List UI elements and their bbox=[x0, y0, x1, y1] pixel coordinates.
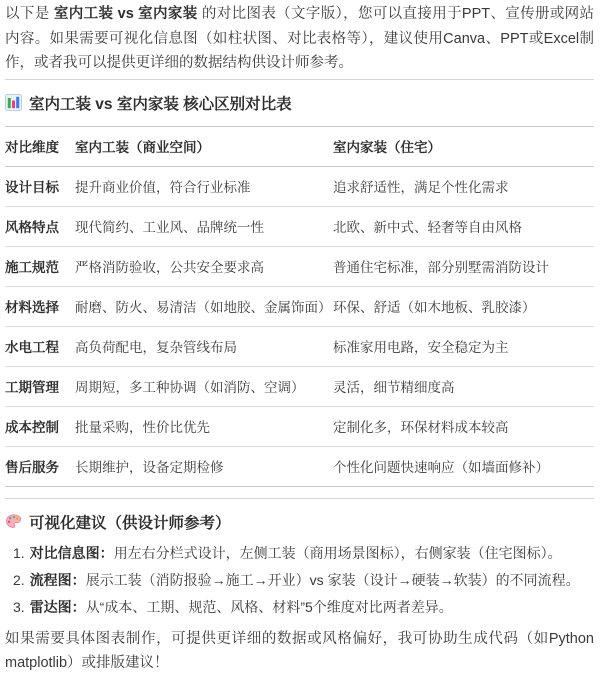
list-item-label: 雷达图： bbox=[29, 598, 86, 615]
table-row bbox=[5, 166, 594, 206]
intro-prefix: 以下是 bbox=[5, 6, 54, 22]
list-item bbox=[13, 573, 594, 588]
row-dimension: 施工规范 bbox=[5, 260, 59, 275]
row-residential-value: 普通住宅标准，部分别墅需消防设计 bbox=[333, 260, 549, 275]
comparison-table-title: 室内工装 vs 室内家装 核心区别对比表 bbox=[29, 95, 292, 113]
header-cell-commercial: 室内工装（商业空间） bbox=[75, 140, 210, 155]
outro-paragraph: 如果需要具体图表制作，可提供更详细的数据或风格偏好，我可协助生成代码（如Python matplotlib）或排版建议！ bbox=[5, 630, 594, 671]
comparison-table bbox=[5, 126, 594, 487]
table-row bbox=[5, 446, 594, 486]
row-residential-value: 定制化多，环保材料成本较高 bbox=[333, 420, 509, 435]
intro-suffix: 的对比图表（文字版），您可以直接用于PPT、宣传册或网站内容。如果需要可视化信息图（如柱状图、对比表格等），建议使用Canva、PPT或Excel制作，或者我可以提供更详细的数据结构供设计师参考。 bbox=[5, 6, 595, 71]
row-commercial-value: 长期维护，设备定期检修 bbox=[75, 460, 224, 475]
list-item-number: 2. bbox=[13, 571, 25, 588]
row-residential-value: 灵活，细节精细度高 bbox=[333, 380, 455, 395]
row-commercial-value: 周期短，多工种协调（如消防、空调） bbox=[75, 380, 305, 395]
table-row bbox=[5, 286, 594, 326]
section-divider-middle bbox=[5, 498, 594, 499]
table-row bbox=[5, 366, 594, 406]
row-dimension: 风格特点 bbox=[5, 220, 59, 235]
list-item bbox=[13, 600, 594, 615]
row-commercial-value: 严格消防验收，公共安全要求高 bbox=[75, 260, 264, 275]
header-cell-dimension: 对比维度 bbox=[5, 140, 59, 155]
intro-paragraph bbox=[5, 2, 594, 76]
list-item-label: 流程图： bbox=[29, 571, 86, 588]
list-item-text: 从“成本、工期、规范、风格、材料”5个维度对比两者差异。 bbox=[85, 598, 453, 615]
row-residential-value: 环保、舒适（如木地板、乳胶漆） bbox=[333, 300, 536, 315]
row-dimension: 设计目标 bbox=[5, 180, 59, 195]
row-commercial-value: 批量采购，性价比优先 bbox=[75, 420, 210, 435]
list-item bbox=[13, 546, 594, 561]
row-commercial-value: 现代简约、工业风、品牌统一性 bbox=[75, 220, 264, 235]
row-residential-value: 标准家用电路，安全稳定为主 bbox=[333, 340, 509, 355]
comparison-table-heading bbox=[5, 92, 594, 114]
table-row bbox=[5, 206, 594, 246]
table-header-row bbox=[5, 126, 594, 166]
row-dimension: 售后服务 bbox=[5, 460, 59, 475]
advice-section-title: 可视化建议（供设计师参考） bbox=[29, 514, 231, 532]
list-item-text: 用左右分栏式设计，左侧工装（商用场景图标），右侧家装（住宅图标）。 bbox=[113, 544, 562, 561]
row-commercial-value: 提升商业价值，符合行业标准 bbox=[75, 180, 251, 195]
intro-bold-topic: 室内工装 vs 室内家装 bbox=[53, 6, 198, 22]
row-residential-value: 追求舒适性，满足个性化需求 bbox=[333, 180, 509, 195]
table-row bbox=[5, 246, 594, 286]
row-residential-value: 个性化问题快速响应（如墙面修补） bbox=[333, 460, 549, 475]
row-dimension: 材料选择 bbox=[5, 300, 59, 315]
row-commercial-value: 高负荷配电，复杂管线布局 bbox=[75, 340, 237, 355]
list-item-label: 对比信息图： bbox=[29, 544, 114, 561]
row-residential-value: 北欧、新中式、轻奢等自由风格 bbox=[333, 220, 522, 235]
advice-section-heading bbox=[5, 511, 594, 533]
section-divider-top bbox=[5, 79, 594, 80]
list-item-number: 3. bbox=[13, 598, 25, 615]
row-commercial-value: 耐磨、防火、易清洁（如地胶、金属饰面） bbox=[75, 300, 332, 315]
table-row bbox=[5, 406, 594, 446]
list-item-number: 1. bbox=[13, 544, 25, 561]
list-item-text: 展示工装（消防报验→施工→开业）vs 家装（设计→硬装→软装）的不同流程。 bbox=[85, 571, 580, 588]
row-dimension: 工期管理 bbox=[5, 380, 59, 395]
header-cell-residential: 室内家装（住宅） bbox=[333, 140, 441, 155]
table-row bbox=[5, 326, 594, 366]
row-dimension: 成本控制 bbox=[5, 420, 59, 435]
advice-list bbox=[5, 546, 594, 615]
palette-icon bbox=[5, 513, 22, 530]
bar-chart-icon bbox=[5, 94, 22, 111]
row-dimension: 水电工程 bbox=[5, 340, 59, 355]
